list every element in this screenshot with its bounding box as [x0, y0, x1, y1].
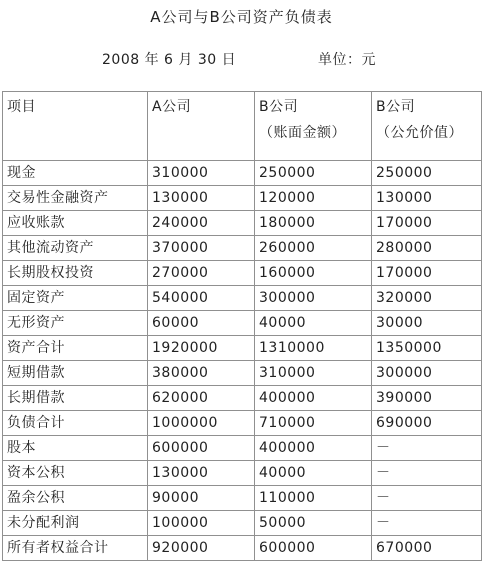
cell-company-b-fair: 300000	[372, 361, 482, 386]
document-title: A公司与B公司资产负债表	[150, 8, 333, 26]
table-row	[3, 311, 482, 336]
cell-company-b-fair: 250000	[372, 161, 482, 186]
cell-item: 长期股权投资	[3, 261, 148, 286]
cell-company-b-fair: －	[372, 486, 482, 511]
cell-company-b-book: 710000	[255, 411, 372, 436]
cell-item: 资产合计	[3, 336, 148, 361]
table-row	[3, 461, 482, 486]
cell-item: 盈余公积	[3, 486, 148, 511]
table-row	[3, 161, 482, 186]
cell-company-b-book: 160000	[255, 261, 372, 286]
cell-company-b-book: 40000	[255, 311, 372, 336]
cell-company-b-fair: 280000	[372, 236, 482, 261]
table-row	[3, 486, 482, 511]
cell-company-b-fair: 390000	[372, 386, 482, 411]
cell-company-a: 60000	[148, 311, 255, 336]
table-row	[3, 336, 482, 361]
table-row	[3, 511, 482, 536]
cell-company-b-fair: 30000	[372, 311, 482, 336]
table-row	[3, 236, 482, 261]
cell-company-b-fair: 320000	[372, 286, 482, 311]
header-company-a: A公司	[148, 92, 255, 161]
cell-company-a: 270000	[148, 261, 255, 286]
table-row	[3, 536, 482, 561]
cell-company-b-fair: 130000	[372, 186, 482, 211]
cell-company-b-fair: －	[372, 461, 482, 486]
balance-sheet-table	[2, 91, 482, 561]
cell-company-b-book: 400000	[255, 436, 372, 461]
cell-company-a: 1920000	[148, 336, 255, 361]
cell-company-b-book: 110000	[255, 486, 372, 511]
cell-company-b-fair: 1350000	[372, 336, 482, 361]
cell-item: 其他流动资产	[3, 236, 148, 261]
cell-company-b-book: 300000	[255, 286, 372, 311]
cell-company-b-book: 40000	[255, 461, 372, 486]
header-item: 项目	[3, 92, 148, 161]
table-header-row	[3, 92, 482, 161]
cell-company-b-fair: －	[372, 436, 482, 461]
cell-item: 未分配利润	[3, 511, 148, 536]
cell-company-a: 130000	[148, 461, 255, 486]
cell-company-b-fair: 690000	[372, 411, 482, 436]
table-row	[3, 411, 482, 436]
cell-item: 负债合计	[3, 411, 148, 436]
cell-company-a: 130000	[148, 186, 255, 211]
cell-company-a: 620000	[148, 386, 255, 411]
cell-company-b-book: 600000	[255, 536, 372, 561]
header-company-b-book: B公司 （账面金额）	[255, 92, 372, 161]
table-row	[3, 436, 482, 461]
cell-item: 短期借款	[3, 361, 148, 386]
cell-company-b-book: 400000	[255, 386, 372, 411]
cell-item: 固定资产	[3, 286, 148, 311]
cell-company-a: 370000	[148, 236, 255, 261]
cell-item: 股本	[3, 436, 148, 461]
cell-item: 所有者权益合计	[3, 536, 148, 561]
cell-company-b-fair: －	[372, 511, 482, 536]
cell-company-b-book: 260000	[255, 236, 372, 261]
cell-company-b-fair: 170000	[372, 261, 482, 286]
cell-company-b-book: 1310000	[255, 336, 372, 361]
cell-company-a: 920000	[148, 536, 255, 561]
cell-company-b-book: 250000	[255, 161, 372, 186]
cell-company-a: 600000	[148, 436, 255, 461]
cell-company-a: 380000	[148, 361, 255, 386]
cell-company-b-book: 120000	[255, 186, 372, 211]
cell-item: 无形资产	[3, 311, 148, 336]
table-row	[3, 186, 482, 211]
cell-company-b-fair: 170000	[372, 211, 482, 236]
report-date: 2008 年 6 月 30 日	[102, 52, 237, 68]
cell-company-a: 90000	[148, 486, 255, 511]
header-company-b-fair: B公司 （公允价值）	[372, 92, 482, 161]
cell-item: 资本公积	[3, 461, 148, 486]
cell-item: 长期借款	[3, 386, 148, 411]
cell-company-b-book: 50000	[255, 511, 372, 536]
cell-company-a: 1000000	[148, 411, 255, 436]
currency-unit: 单位：元	[318, 52, 376, 68]
cell-company-a: 310000	[148, 161, 255, 186]
table-row	[3, 261, 482, 286]
table-row	[3, 286, 482, 311]
cell-item: 应收账款	[3, 211, 148, 236]
cell-company-b-book: 180000	[255, 211, 372, 236]
table-row	[3, 361, 482, 386]
cell-item: 交易性金融资产	[3, 186, 148, 211]
cell-company-a: 240000	[148, 211, 255, 236]
table-row	[3, 386, 482, 411]
cell-company-a: 540000	[148, 286, 255, 311]
cell-item: 现金	[3, 161, 148, 186]
cell-company-b-book: 310000	[255, 361, 372, 386]
table-row	[3, 211, 482, 236]
cell-company-b-fair: 670000	[372, 536, 482, 561]
cell-company-a: 100000	[148, 511, 255, 536]
